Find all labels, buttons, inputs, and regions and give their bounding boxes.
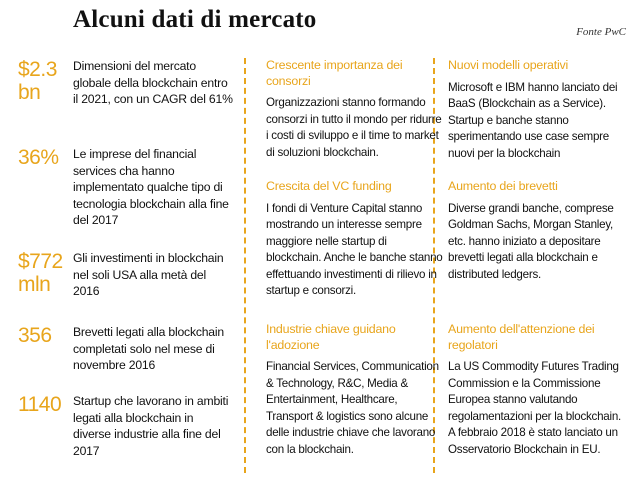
- info-card-consorzi: [266, 58, 444, 161]
- stat-value: 1140: [18, 393, 62, 416]
- card-heading: Aumento dei brevetti: [448, 179, 558, 193]
- card-body: Financial Services, Communication & Technology, R&C, Media & Entertainment, Healthcare, Transport & logistics sono alcune delle industrie chiave che lavorano con la blockchain.: [266, 360, 439, 456]
- card-heading: Industrie chiave guidano l'adozione: [266, 322, 396, 352]
- card-body: Diverse grandi banche, comprese Goldman Sachs, Morgan Stanley, etc. hanno iniziato a depositare brevetti legati alla blockchain e distributed ledgers.: [448, 201, 614, 281]
- stat-description: Brevetti legati alla blockchain completati solo nel mese di novembre 2016: [73, 325, 224, 372]
- stat-value: $772 mln: [18, 250, 63, 296]
- info-card-regolatori: [448, 322, 626, 459]
- column-divider: [244, 58, 246, 473]
- info-card-industrie: [266, 322, 444, 459]
- stat-description: Dimensioni del mercato globale della blockchain entro il 2021, con un CAGR del 61%: [73, 59, 233, 106]
- source-credit: Fonte PwC: [576, 26, 626, 38]
- page-title: Alcuni dati di mercato: [73, 6, 317, 33]
- card-body: I fondi di Venture Capital stanno mostrando un interesse sempre maggiore nelle startup di blockchain. Anche le banche stanno effettuando investimenti di rilievo in startup e consorzi.: [266, 201, 443, 298]
- stat-value: $2.3 bn: [18, 58, 57, 104]
- card-heading: Crescita del VC funding: [266, 179, 392, 193]
- card-body: La US Commodity Futures Trading Commission e la Commissione Europea stanno valutando regolamentazioni per la blockchain. A febbraio 2018 è stato lanciato un Osservatorio Blockchain in EU.: [448, 360, 621, 456]
- card-heading: Nuovi modelli operativi: [448, 58, 569, 72]
- stat-description: Startup che lavorano in ambiti legati alla blockchain in diverse industrie alla fine del 2017: [73, 394, 229, 458]
- card-body: Microsoft e IBM hanno lanciato dei BaaS (Blockchain as a Service). Startup e banche stanno sperimentando use case sempre nuovi per la blockchain: [448, 80, 618, 160]
- card-heading: Aumento dell'attenzione dei regolatori: [448, 322, 595, 352]
- stat-value: 356: [18, 324, 52, 347]
- info-card-brevetti: [448, 179, 626, 283]
- stat-value: 36%: [18, 146, 59, 169]
- card-body: Organizzazioni stanno formando consorzi in tutto il mondo per ridurre i costi di sviluppo e il time to market di soluzioni blockchain.: [266, 96, 442, 159]
- info-card-modelli-operativi: [448, 58, 626, 162]
- info-card-vc-funding: [266, 179, 444, 300]
- stat-description: Gli investimenti in blockchain nel soli USA alla metà del 2016: [73, 251, 224, 298]
- card-heading: Crescente importanza dei consorzi: [266, 58, 403, 88]
- stat-description: Le imprese del financial services cha hanno implementato qualche tipo di tecnologia blockchain alla fine del 2017: [73, 147, 229, 227]
